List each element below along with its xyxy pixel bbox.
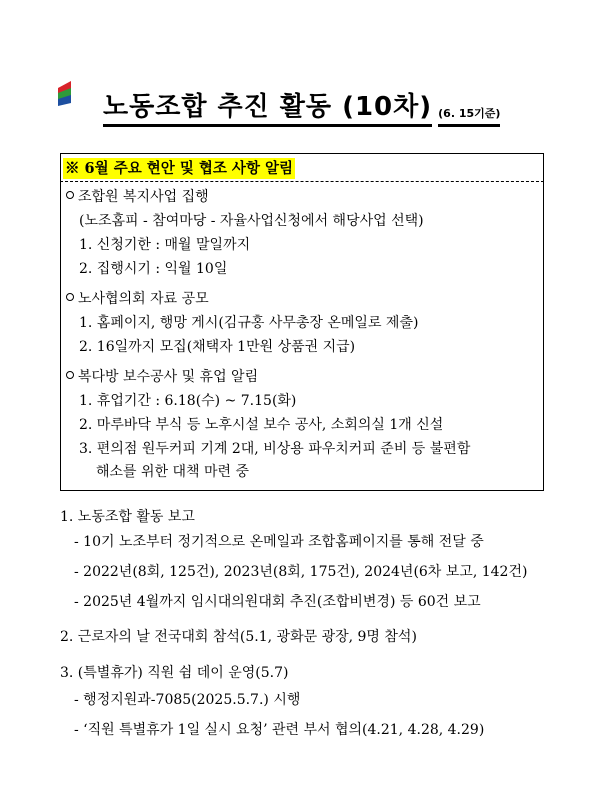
notice-divider [60, 181, 544, 182]
item-line: - 2022년(8회, 125건), 2023년(8회, 175건), 2024년(6차 보고, 142건) [74, 564, 528, 580]
circle-bullet-icon [66, 293, 74, 301]
section-line: 1. 휴업기간 : 6.18(수) ~ 7.15(화) [79, 393, 297, 409]
section-line: (노조홈피 - 참여마당 - 자율사업신청에서 해당사업 선택) [79, 213, 424, 229]
section-line: 1. 신청기한 : 매월 말일까지 [79, 237, 251, 253]
item-line: - 2025년 4월까지 임시대의원대회 추진(조합비변경) 등 60건 보고 [74, 594, 481, 610]
circle-bullet-icon [66, 371, 74, 379]
section-line: 1. 홈페이지, 행망 게시(김규홍 사무총장 온메일로 제출) [79, 315, 419, 331]
item-title: 3. (특별휴가) 직원 쉼 데이 운영(5.7) [60, 665, 289, 681]
circle-bullet-icon [66, 191, 74, 199]
item-line: - ‘직원 특별휴가 1일 실시 요청’ 관련 부서 협의(4.21, 4.28, 4.29) [74, 722, 485, 738]
notice-header: ※ 6월 주요 현안 및 협조 사항 알림 [65, 160, 294, 177]
item-title: 1. 노동조합 활동 보고 [60, 509, 195, 525]
section-line: 3. 편의점 원두커피 기계 2대, 비상용 파우치커피 준비 등 불편함 [79, 441, 471, 457]
section-line: 2. 마루바닥 부식 등 노후시설 보수 공사, 소회의실 1개 신설 [79, 417, 444, 433]
item-line: - 10기 노조부터 정기적으로 온메일과 조합홈페이지를 통해 전달 중 [74, 534, 484, 550]
section-line: 해소를 위한 대책 마련 중 [96, 464, 250, 480]
section-heading: 노사협의회 자료 공모 [66, 289, 209, 309]
item-title: 2. 근로자의 날 전국대회 참석(5.1, 광화문 광장, 9명 참석) [60, 629, 417, 645]
page-title: 노동조합 추진 활동 (10차) [103, 92, 432, 127]
item-line: - 행정지원과-7085(2025.5.7.) 시행 [74, 692, 301, 708]
page-subtitle: (6. 15기준) [438, 106, 500, 127]
section-line: 2. 16일까지 모집(채택자 1만원 상품권 지급) [79, 339, 356, 355]
page-header [103, 92, 500, 127]
section-line: 2. 집행시기 : 익월 10일 [79, 261, 228, 277]
union-logo-icon [57, 79, 72, 107]
section-heading: 복다방 보수공사 및 휴업 알림 [66, 367, 258, 387]
section-heading: 조합원 복지사업 집행 [66, 187, 209, 207]
